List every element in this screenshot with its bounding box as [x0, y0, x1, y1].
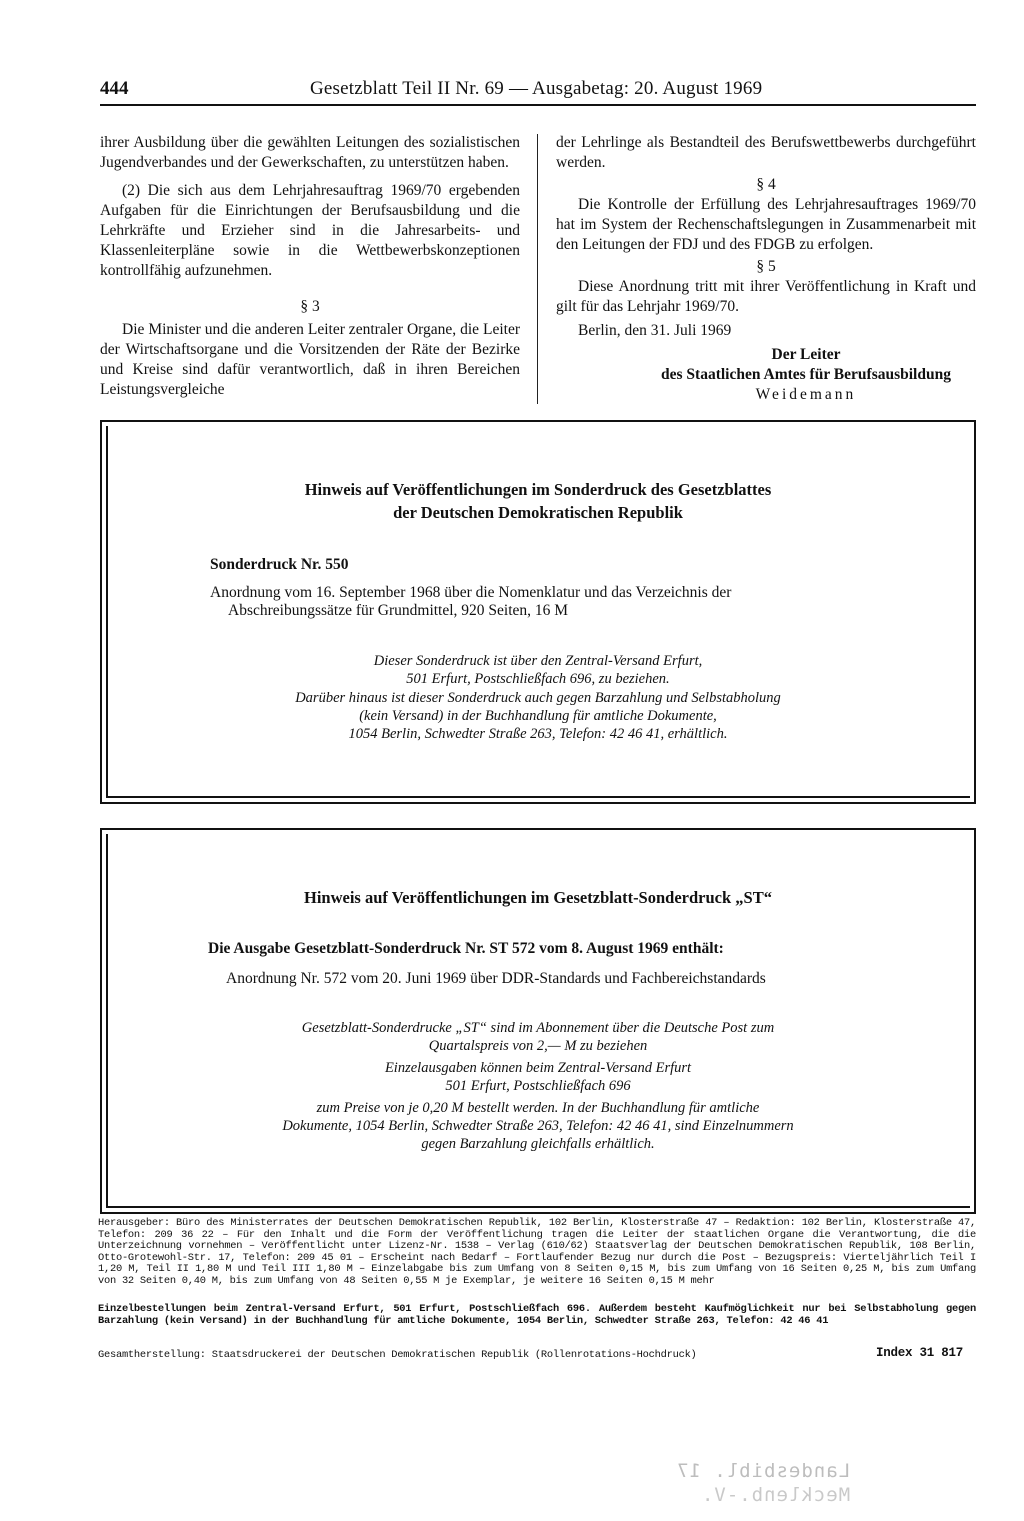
- index-number: Index 31 817: [876, 1346, 964, 1360]
- imprint-ordering: Einzelbestellungen beim Zentral-Versand Erfurt, 501 Erfurt, Postschließfach 696. Außerdem besteht Kaufmöglichkeit nur bei Selbstabholung gegen Barzahlung (kein Versand) in der Buchhandlung für amtliche Dokumente, 1054 Berlin, Schwedter Straße 263, Telefon: 42 46 41: [98, 1303, 976, 1327]
- imprint-printer: Gesamtherstellung: Staatsdruckerei der Deutschen Demokratischen Republik (Rollenrotations-Hochdruck): [98, 1349, 697, 1361]
- box2-note2-line1: Einzelausgaben können beim Zentral-Versand Erfurt: [384, 1060, 692, 1076]
- section-4-heading: § 4: [756, 176, 776, 193]
- box1-note2-line1: Darüber hinaus ist dieser Sonderdruck auch gegen Barzahlung und Selbstabholung: [295, 690, 781, 706]
- box2-note3-line1: zum Preise von je 0,20 M bestellt werden. In der Buchhandlung für amtliche: [316, 1100, 760, 1116]
- right-column: [556, 133, 976, 405]
- page-number: 444: [100, 78, 129, 99]
- imprint-publisher: Herausgeber: Büro des Ministerrates der Deutschen Demokratischen Republik, 102 Berlin, Klosterstraße 47 – Redaktion: 102 Berlin, Klosterstraße 47, Telefon: 209 36 22 – Für den Inhalt und die Form der Veröffentlichung tragen die Leiter der staatlichen Organe die Verantwortung, die die Unterzeichnung vornehmen – Veröffentlicht unter Lizenz-Nr. 1538 – Verlag (610/62) Staatsverlag der Deutschen Demokratischen Republik, 108 Berlin, Otto-Grotewohl-Str. 17, Telefon: 209 45 01 – Erscheint nach Bedarf – Fortlaufender Bezug nur durch die Post – Bezugspreis: Vierteljährlich Teil I 1,20 M, Teil II 1,80 M und Teil III 1,80 M – Einzelabgabe bis zum Umfang von 8 Seiten 0,15 M, bis zum Umfang von 16 Seiten 0,25 M, bis zum Umfang von 32 Seiten 0,40 M, bis zum Umfang von 48 Seiten 0,55 M je Exemplar, je weitere 16 Seiten 0,15 M mehr: [98, 1217, 976, 1287]
- left-para-1: ihrer Ausbildung über die gewählten Leitungen des sozialistischen Jugendverbandes und der Gewerkschaften, zu unterstützen haben.: [100, 134, 520, 171]
- box1-item-text-line2: Abschreibungssätze für Grundmittel, 920 Seiten, 16 M: [228, 602, 569, 619]
- right-para-3: Diese Anordnung tritt mit ihrer Veröffentlichung in Kraft und gilt für das Lehrjahr 1969/70.: [556, 278, 976, 315]
- box1-item-text-line1: Anordnung vom 16. September 1968 über die Nomenklatur und das Verzeichnis der: [210, 584, 732, 601]
- library-stamp: Landesbibl. 17 Mecklenb.-V.: [676, 1460, 851, 1506]
- section-3-heading: § 3: [300, 298, 320, 315]
- signatory-title: Der Leiter: [771, 346, 841, 363]
- box2-note1-line2: Quartalspreis von 2,— M zu beziehen: [428, 1038, 648, 1054]
- box2-note3-line3: gegen Barzahlung gleichfalls erhältlich.: [421, 1136, 655, 1152]
- running-header: [100, 76, 976, 106]
- column-divider: [537, 134, 538, 404]
- right-para-2: Die Kontrolle der Erfüllung des Lehrjahresauftrages 1969/70 hat im System der Rechenschaftslegungen in Zusammenarbeit mit den Leitungen der FDJ und des FDGB zu erfolgen.: [556, 196, 976, 253]
- box1-note2-line2: (kein Versand) in der Buchhandlung für amtliche Dokumente,: [359, 708, 717, 724]
- left-para-3: Die Minister und die anderen Leiter zentraler Organe, die Leiter der Wirtschaftsorgane und die Vorsitzenden der Räte der Bezirke und Kreise sind dafür verantwortlich, daß in ihren Bereichen Leistungsvergleiche: [100, 321, 520, 398]
- notice-box-sonderdruck: [100, 420, 976, 804]
- running-head: Gesetzblatt Teil II Nr. 69 — Ausgabetag: 20. August 1969: [310, 78, 763, 99]
- place-date: Berlin, den 31. Juli 1969: [578, 322, 732, 339]
- left-column: [100, 133, 520, 400]
- box1-note1-line2: 501 Erfurt, Postschließfach 696, zu beziehen.: [406, 671, 670, 687]
- section-5-heading: § 5: [756, 258, 776, 275]
- box1-title-line1: Hinweis auf Veröffentlichungen im Sonderdruck des Gesetzblattes: [304, 480, 772, 499]
- signatory-name: Weidemann: [755, 386, 857, 403]
- box1-title-line2: der Deutschen Demokratischen Republik: [393, 503, 683, 522]
- box1-note2-line3: 1054 Berlin, Schwedter Straße 263, Telefon: 42 46 41, erhältlich.: [348, 726, 728, 742]
- box2-title: Hinweis auf Veröffentlichungen im Gesetzblatt-Sonderdruck „ST“: [304, 888, 772, 907]
- box2-item-text: Anordnung Nr. 572 vom 20. Juni 1969 über DDR-Standards und Fachbereichstandards: [226, 970, 766, 987]
- right-para-1: der Lehrlinge als Bestandteil des Berufswettbewerbs durchgeführt werden.: [556, 134, 976, 171]
- box1-item-heading: Sonderdruck Nr. 550: [210, 556, 349, 573]
- box2-note3-line2: Dokumente, 1054 Berlin, Schwedter Straße 263, Telefon: 42 46 41, sind Einzelnummern: [282, 1118, 794, 1134]
- signatory-office: des Staatlichen Amtes für Berufsausbildung: [661, 366, 951, 383]
- box2-item-heading: Die Ausgabe Gesetzblatt-Sonderdruck Nr. ST 572 vom 8. August 1969 enthält:: [208, 940, 724, 957]
- notice-box-st: [100, 828, 976, 1214]
- left-para-2: (2) Die sich aus dem Lehrjahresauftrag 1969/70 ergebenden Aufgaben für die Einrichtungen der Berufsausbildung und die Lehrkräfte und Erzieher sind in die Jahresarbeits- und Klassenleiterpläne sowie in die Wettbewerbskonzeptionen kontrollfähig aufzunehmen.: [100, 182, 520, 279]
- box2-note2-line2: 501 Erfurt, Postschließfach 696: [445, 1078, 631, 1094]
- box2-note1-line1: Gesetzblatt-Sonderdrucke „ST“ sind im Abonnement über die Deutsche Post zum: [301, 1020, 775, 1036]
- box1-note1-line1: Dieser Sonderdruck ist über den Zentral-Versand Erfurt,: [373, 653, 703, 669]
